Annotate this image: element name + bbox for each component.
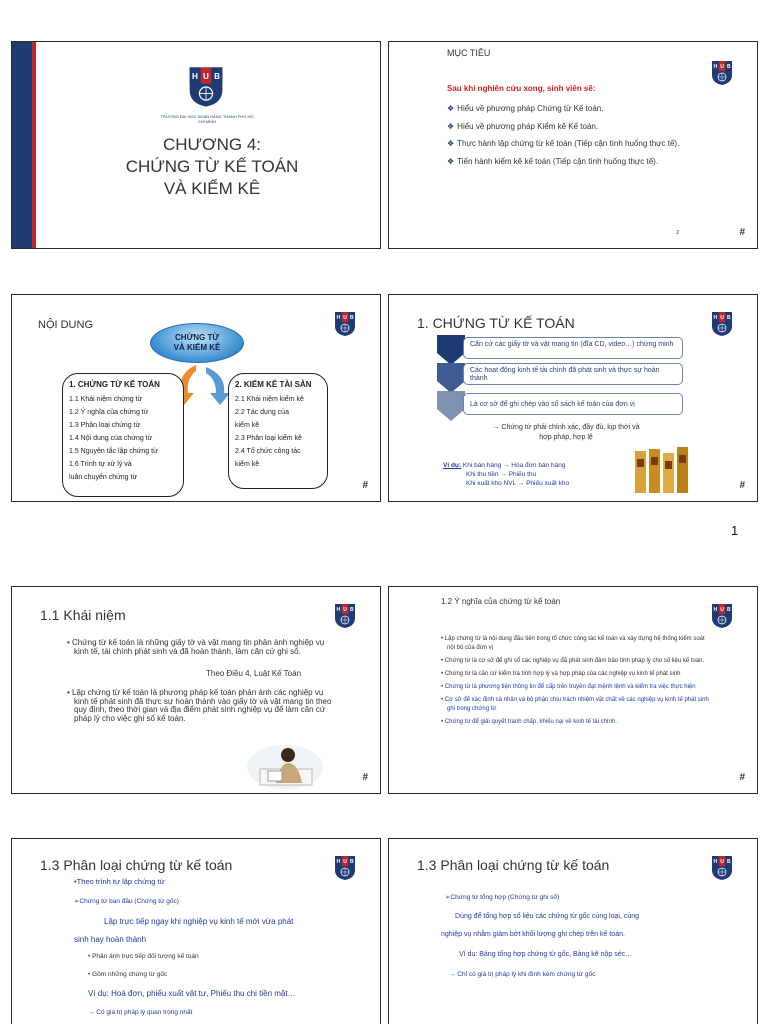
hub-logo-icon (334, 311, 356, 337)
line: Ví dụ: Bảng tổng hợp chứng từ gốc, Bảng kê nộp séc… (459, 951, 633, 958)
list-item: 1.5 Nguyên tắc lập chứng từ (69, 448, 158, 455)
slide-title: NỘI DUNG (38, 319, 93, 331)
slide-accounting-documents (388, 294, 758, 502)
line: ➢Chứng từ tổng hợp (Chứng từ ghi sổ) (445, 894, 560, 901)
list-item: • Cơ sở để xác định cá nhân và bộ phận chịu trách nhiệm vật chất về các nghiệp vụ kinh tế phát sinh ghi trong chứng từ (441, 697, 709, 712)
method-paragraph: • Lập chứng từ kế toán là phương pháp kế toán phản ánh các nghiệp vụ kinh tế phát sinh đã thực sự hoàn thành vào giấy tờ và vật mang tin theo quy định, theo thời gian và địa điểm phát sinh nghiệp vụ để làm căn cứ pháp lý cho việc ghi sổ kế toán. (67, 688, 332, 723)
hub-logo-icon (711, 60, 733, 86)
diamond-bullet-icon: ❖ (447, 121, 455, 131)
hub-logo-icon (711, 603, 733, 629)
chapter-title-line3: VÀ KIỂM KÊ (163, 179, 261, 198)
diamond-bullet-icon: ❖ (447, 104, 455, 113)
slide-hash: # (739, 227, 745, 238)
page-number: 1 (731, 523, 739, 538)
hub-logo-icon (334, 855, 356, 881)
line: • Gồm những chứng từ gốc (88, 971, 168, 978)
slide-title: 1.3 Phân loại chứng từ kế toán (40, 857, 233, 873)
hub-logo-icon (711, 855, 733, 881)
list-item: ❖ Hiểu về phương pháp Kiểm kê Kế toán. (447, 121, 599, 131)
slide-classification-1 (11, 838, 381, 1024)
section-heading: 1. CHỨNG TỪ KẾ TOÁN (69, 380, 160, 389)
list-item: 1.4 Nội dung của chứng từ (69, 435, 153, 442)
slide-classification-2 (388, 838, 758, 1024)
chapter-title-line1: CHƯƠNG 4: (162, 135, 262, 154)
line: Dùng để tổng hợp số liệu các chứng từ gốc cùng loại, cùng (455, 913, 640, 920)
line: • Phản ánh trực tiếp đối tượng kế toán (88, 953, 199, 960)
slide-title: 1. CHỨNG TỪ KẾ TOÁN (417, 315, 575, 331)
hub-logo-icon (188, 64, 224, 110)
list-item: • Chứng từ là cơ sở để ghi sổ các nghiệp vụ đã phát sinh đảm bảo tính pháp lý cho số liệu kế toán. (441, 658, 705, 664)
examples: Ví dụ: Khi bán hàng → Hóa đơn bán hàng Khi thu tiền → Phiếu thu Khi xuất kho NVL → Phiếu xuất kho (443, 462, 570, 487)
objectives-list (447, 100, 702, 170)
section-box-inventory (228, 373, 328, 489)
objectives-lead: Sau khi nghiên cứu xong, sinh viên sẽ: (447, 84, 596, 93)
list-item: 2.4 Tổ chức công tác (235, 448, 301, 455)
slide-accent-bar (12, 42, 32, 248)
definition-box: Căn cứ các giấy tờ và vật mang tin (đĩa CD, video…) chứng minh (463, 337, 683, 359)
list-item: • Chứng từ là căn cứ kiểm tra tính hợp lý và hợp pháp của các nghiệp vụ kinh tế phát sinh (441, 671, 681, 677)
definition-paragraph: • Chứng từ kế toán là những giấy tờ và vật mang tin phản ánh nghiệp vụ kinh tế, tài chính phát sinh và đã hoàn thành, làm căn cứ ghi sổ. (67, 638, 325, 656)
source-reference: Theo Điều 4, Luật Kế Toán (206, 669, 302, 678)
section-box-documents (62, 373, 184, 497)
list-item: 1.1 Khái niệm chứng từ (69, 396, 143, 403)
document-stack-illustration (633, 445, 693, 495)
slide-meaning (388, 586, 758, 794)
definition-box: Các hoạt động kinh tế tài chính đã phát sinh và thực sự hoàn thành (463, 363, 683, 385)
list-item: 1.2 Ý nghĩa của chứng từ (69, 409, 149, 416)
line: → Chỉ có giá trị pháp lý khi đính kèm chứng từ gốc (449, 971, 596, 978)
list-item: • Chứng từ là phương tiện thông tin để cấp trên truyền đạt mệnh lệnh và kiểm tra việc thực hiện (441, 684, 696, 690)
slide-hash: # (739, 772, 745, 783)
slide-contents (11, 294, 381, 502)
list-item: 1.3 Phân loại chứng từ (69, 422, 141, 429)
list-item: 2.1 Khái niệm kiểm kê (235, 396, 304, 403)
slide-title: 1.3 Phân loại chứng từ kế toán (417, 857, 610, 873)
list-item: • Lập chứng từ là nội dung đầu tiên trong tổ chức công tác kế toán và xây dựng hệ thống kiểm soát nội bộ của đơn vị (441, 636, 705, 651)
slide-title: 1.2 Ý nghĩa của chứng từ kế toán (441, 597, 561, 606)
line: ➢Chứng từ ban đầu (Chứng từ gốc) (74, 898, 179, 905)
slide-title (11, 41, 381, 249)
slide-accent-stripe (32, 42, 36, 248)
list-item: 2.2 Tác dụng của (235, 409, 289, 416)
line: Ví dụ: Hoá đơn, phiếu xuất vật tư, Phiếu thu chi tiền mặt… (88, 989, 296, 998)
list-item: • Chứng từ để giải quyết tranh chấp, khiếu nại về kinh tế tài chính. (441, 719, 617, 725)
slide-title: MỤC TIÊU (447, 48, 491, 58)
chevron-down-icon (437, 391, 465, 421)
list-item: ❖ Hiểu về phương pháp Chứng từ Kế toán. (447, 104, 604, 113)
line: → Có giá trị pháp lý quan trọng nhất (88, 1009, 193, 1016)
center-topic: CHỨNG TỪ VÀ KIỂM KÊ (150, 323, 244, 363)
slide-objectives (388, 41, 758, 249)
chapter-title (82, 134, 342, 200)
diamond-bullet-icon: ❖ (447, 139, 455, 148)
list-item: ❖ Thực hành lập chứng từ kế toán (Tiếp cận tình huống thực tế). (447, 139, 680, 148)
slide-concept (11, 586, 381, 794)
slide-hash: # (739, 480, 745, 491)
meaning-list (441, 635, 709, 731)
slide-hash: # (362, 480, 368, 491)
person-reading-illustration (246, 739, 324, 789)
list-item: 2.3 Phân loại kiểm kê (235, 435, 302, 442)
conclusion: → Chứng từ phải chính xác, đầy đủ, kịp thời và hợp pháp, hợp lệ (492, 424, 640, 441)
list-item: kiểm kê (235, 461, 260, 468)
list-item: kiểm kê (235, 422, 260, 429)
slide-title: 1.1 Khái niệm (40, 607, 126, 623)
section-heading: 2. KIỂM KÊ TÀI SẢN (235, 380, 312, 389)
slide-hash: # (362, 772, 368, 783)
line: •Theo trình tự lập chứng từ (74, 877, 165, 886)
line: nghiệp vụ nhằm giảm bớt khối lượng ghi chép trên kế toán. (441, 931, 625, 938)
diamond-bullet-icon: ❖ (447, 156, 455, 166)
chapter-title-line2: CHỨNG TỪ KẾ TOÁN (125, 157, 299, 176)
example-label: Ví dụ: (443, 462, 462, 469)
university-name: TRƯỜNG ĐẠI HỌC NGÂN HÀNG THÀNH PHỐ HỒ CHÍ MINH (160, 114, 254, 124)
list-item: 1.6 Trình tự xử lý và (69, 461, 132, 468)
definition-box: Là cơ sở để ghi chép vào sổ sách kế toán của đơn vị (463, 393, 683, 415)
chevron-down-icon (437, 363, 465, 393)
hub-logo-icon (711, 311, 733, 337)
list-item: ❖ Tiến hành kiểm kê kế toán (Tiếp cận tình huống thực tế). (447, 156, 659, 166)
line: Lập trực tiếp ngay khi nghiệp vụ kinh tế mới vừa phát (104, 917, 294, 926)
slide-number: 2 (676, 230, 679, 236)
list-item: luân chuyển chứng từ (69, 474, 138, 481)
hub-logo-icon (334, 603, 356, 629)
chevron-down-icon (437, 335, 465, 365)
line: sinh hay hoàn thành (74, 935, 147, 944)
